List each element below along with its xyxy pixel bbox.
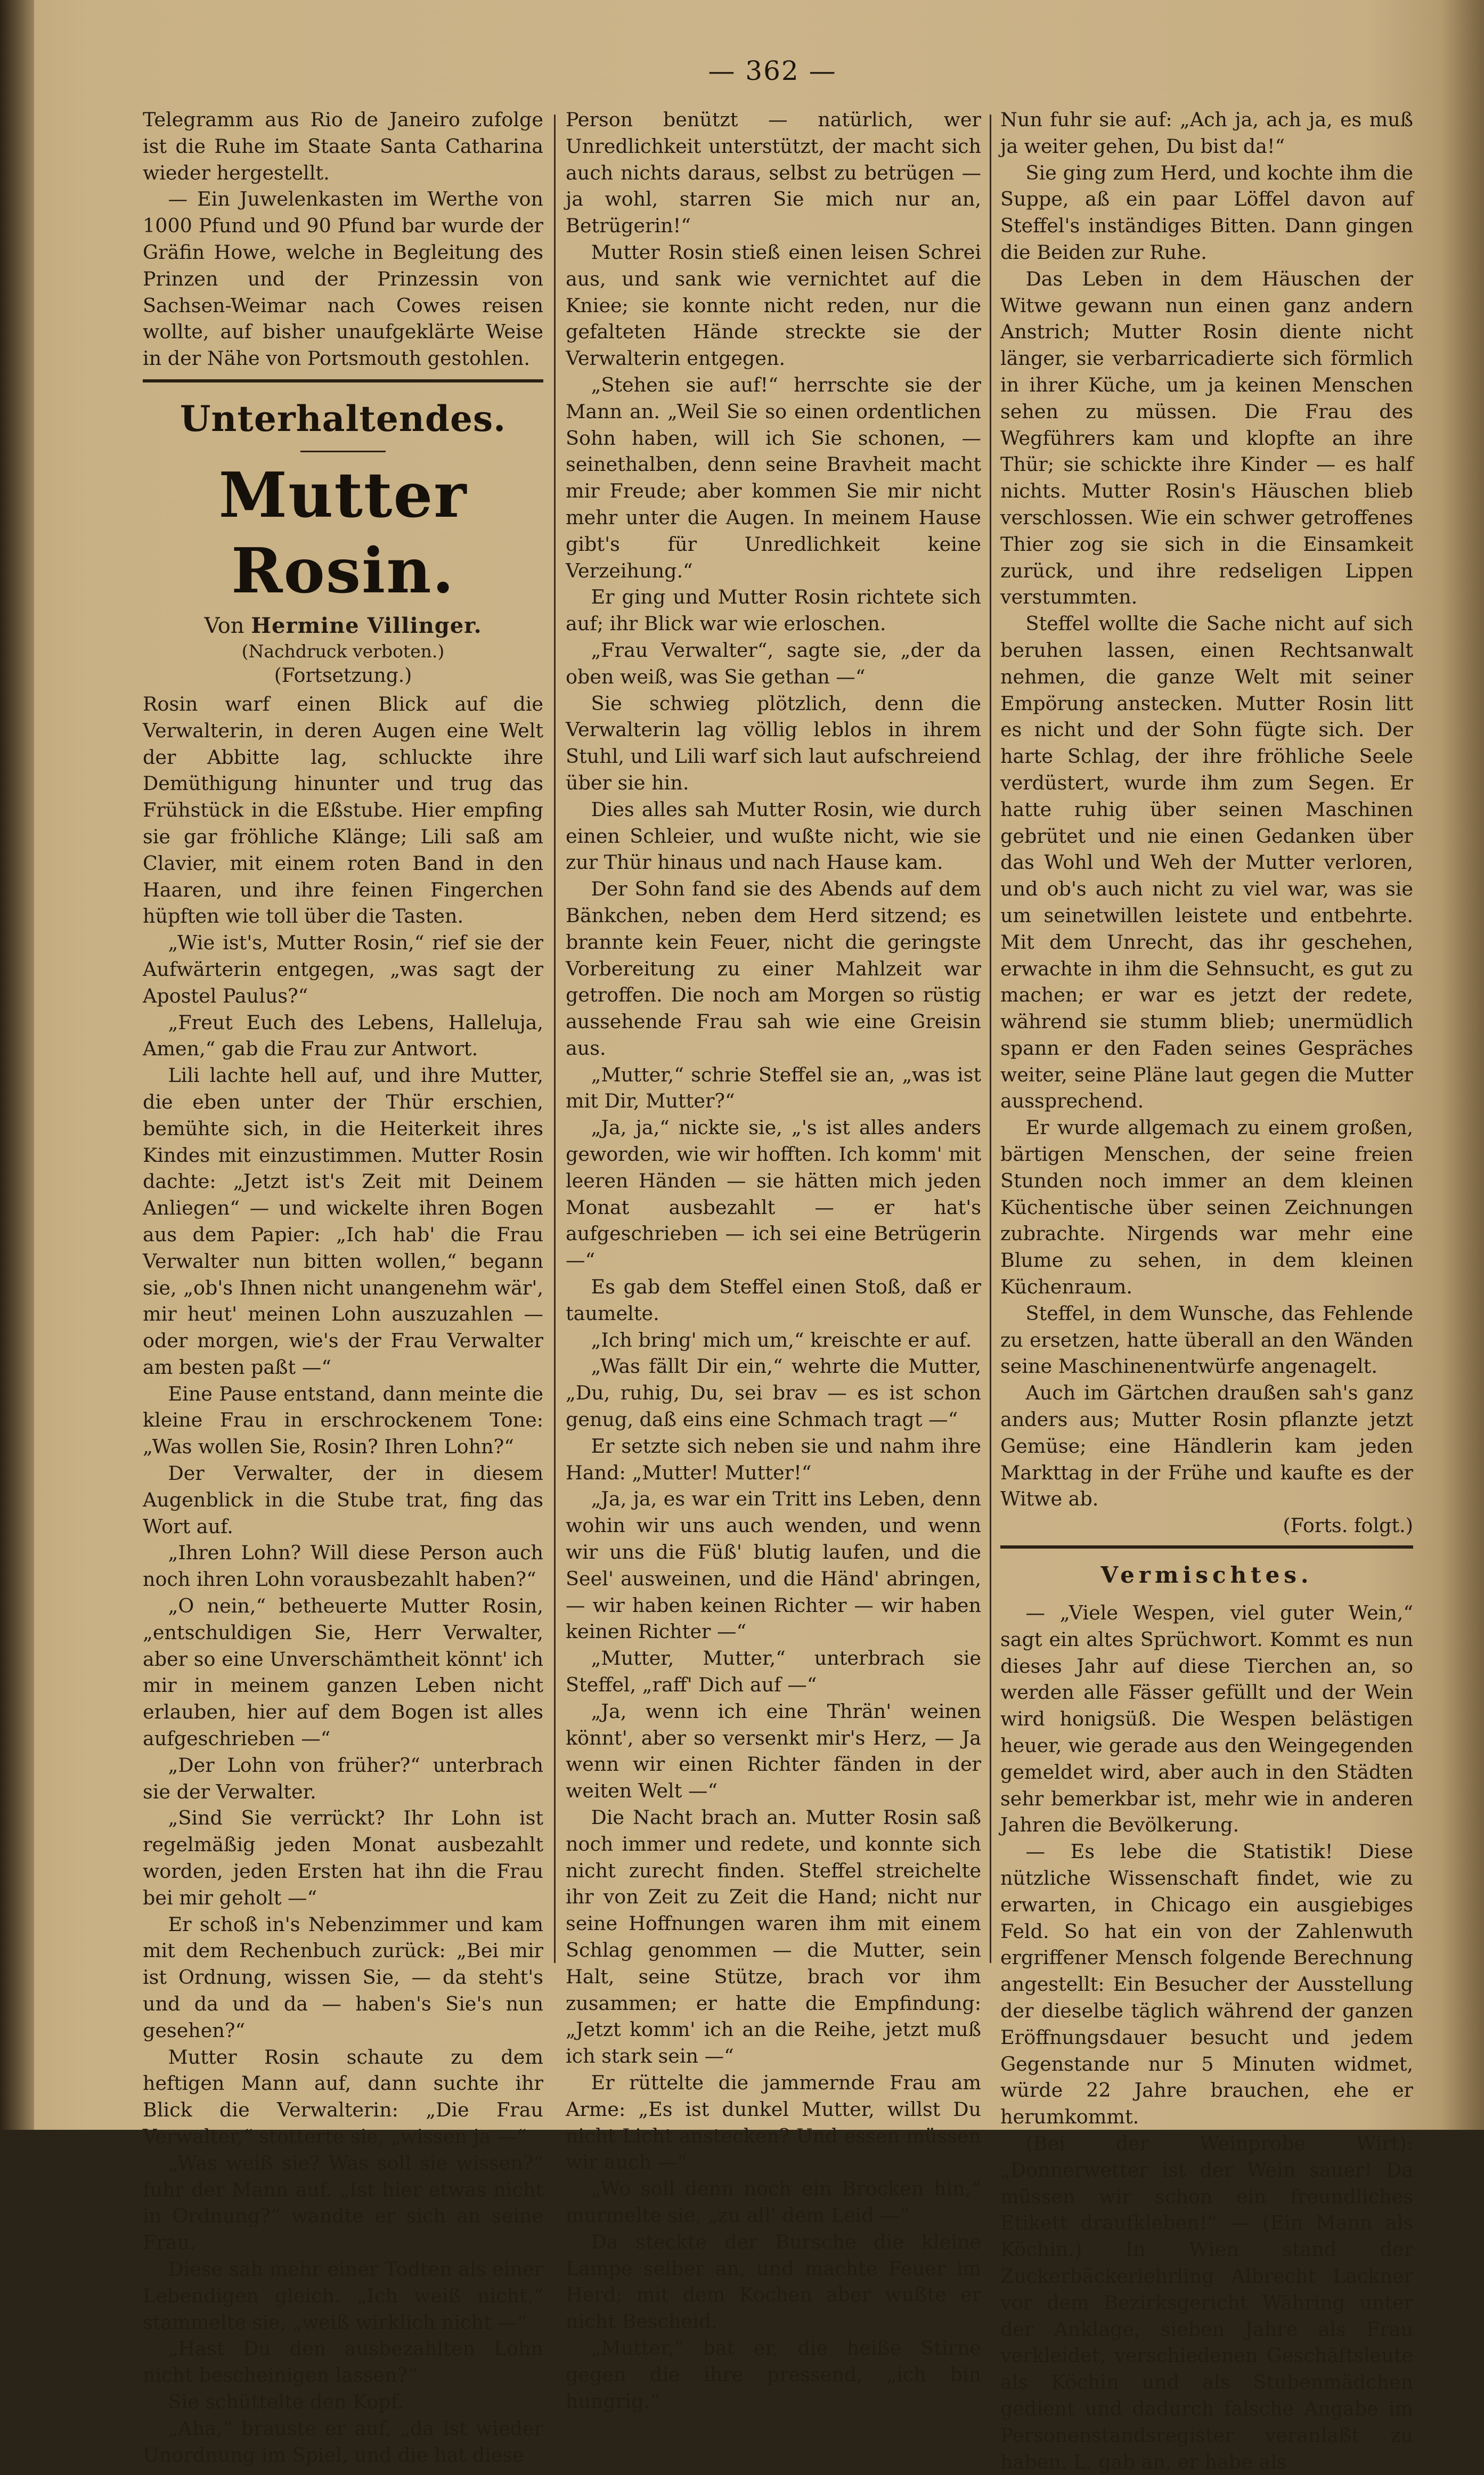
paragraph: Das Leben in dem Häuschen der Witwe gewann nun einen ganz andern Anstrich; Mutter Rosin diente nicht länger, sie verbarricadierte sich förmlich in ihrer Küche, um ja keinen Menschen sehen zu müssen. Die Frau des Wegführers kam und klopfte an ihre Thür; sie schickte ihre Kinder — es half nichts. Mutter Rosin's Häuschen blieb verschlossen. Wie ein schwer getroffenes Thier zog sie sich in die Einsamkeit zurück, und ihre redseligen Lippen verstummten. — [1000, 267, 1413, 609]
paragraph: „Stehen sie auf!“ herrschte sie der Mann an. „Weil Sie so einen ordentlichen Sohn haben, will ich Sie schonen, — seinethalben, denn seine Bravheit macht mir Freude; aber kommen Sie mir nicht mehr unter die Augen. In meinem Hause gibt's für Unredlichkeit keine Verzeihung.“ — [566, 373, 981, 582]
paragraph: Er rüttelte die jammernde Frau am Arme: „Es ist dunkel Mutter, willst Du nicht Licht anstecken? Und essen müssen wir auch —“ — [566, 2071, 981, 2174]
paragraph: Die Nacht brach an. Mutter Rosin saß noch immer und redete, und konnte sich nicht zurecht finden. Steffel streichelte ihr von Zeit zu Zeit die Hand; nicht nur seine Hoffnungen waren ihm mit einem Schlag genommen — die Mutter, sein Halt, seine Stütze, brach vor ihm zusammen; er hatte die Empfindung: „Jetzt komm' ich an die Reihe, jetzt muß ich stark sein —“ — [566, 1806, 981, 2068]
news-items — [143, 107, 543, 372]
paragraph: Steffel, in dem Wunsche, das Fehlende zu ersetzen, hatte überall an den Wänden seine Maschinenentwürfe angenagelt. — [1000, 1301, 1413, 1378]
paragraph: „Ja, ja,“ nickte sie, „'s ist alles anders geworden, wie wir hofften. Ich komm' mit leeren Händen — sie hätten mich jeden Monat ausbezahlt — er hat's aufgeschrieben — ich sei eine Betrügerin —“ — [566, 1116, 981, 1272]
paragraph: Lili lachte hell auf, und ihre Mutter, die eben unter der Thür erschien, bemühte sich, in die Heiterkeit ihres Kindes mit einzustimmen. Mutter Rosin dachte: „Jetzt ist's Zeit mit Deinem Anliegen“ — und wickelte ihren Bogen aus dem Papier: „Ich hab' die Frau Verwalter nun bitten wollen,“ begann sie, „ob's Ihnen nicht unangenehm wär', mir heut' meinen Lohn auszuzahlen — oder morgen, wie's der Frau Verwalter am besten paßt —“ — [143, 1064, 543, 1379]
page-edge-shadow — [1441, 0, 1484, 2130]
story-title: Mutter Rosin. — [218, 459, 468, 607]
section-divider — [143, 379, 543, 382]
book-binding — [0, 0, 34, 2130]
paragraph: „Der Lohn von früher?“ unterbrach sie der Verwalter. — [143, 1753, 543, 1803]
paragraph: „Frau Verwalter“, sagte sie, „der da oben weiß, was Sie gethan —“ — [566, 638, 981, 688]
paragraph: Er setzte sich neben sie und nahm ihre Hand: „Mutter! Mutter!“ — [566, 1434, 981, 1484]
paragraph: „Ich bring' mich um,“ kreischte er auf. — [591, 1328, 972, 1352]
paragraph: „Wo soll denn noch ein Brocken hin,“ murmelte sie, „zu all' dem Leid —“ — [566, 2177, 981, 2227]
paragraph: „Hast Du den ausbezahlten Lohn nicht bescheinigen lassen?“ — [143, 2337, 543, 2387]
paragraph: „Was weiß sie? Was soll sie wissen?“ fuhr der Mann auf. „Ist hier etwas nicht in Ordnung?“ wandte er sich an seine Frau. — [143, 2151, 543, 2254]
byline-prefix: Von — [204, 613, 244, 638]
paragraph: Mutter Rosin stieß einen leisen Schrei aus, und sank wie vernichtet auf die Kniee; sie konnte nicht reden, nur die gefalteten Hände streckte sie der Verwalterin entgegen. — [566, 240, 981, 370]
paragraph: Diese sah mehr einer Todten als einer Lebendigen gleich. „Ich weiß nicht,“ stammelte sie, „weiß wirklich nicht —“ — [143, 2257, 543, 2334]
paragraph: Es gab dem Steffel einen Stoß, daß er taumelte. — [566, 1275, 981, 1325]
paragraph: Er schoß in's Nebenzimmer und kam mit dem Rechenbuch zurück: „Bei mir ist Ordnung, wissen Sie, — da steht's und da und da — haben's Sie's nun gesehen?“ — [143, 1912, 543, 2042]
reprint-note: (Nachdruck verboten.) — [241, 640, 445, 662]
paragraph: Rosin warf einen Blick auf die Verwalterin, in deren Augen eine Welt der Abbitte lag, schluckte ihre Demüthigung hinunter und trug das Frühstück in die Eßstube. Hier empfing sie gar fröhliche Klänge; Lili saß am Clavier, mit einem roten Band in den Haaren, und ihre feinen Fingerchen hüpften wie toll über die Tasten. — [143, 692, 543, 928]
paragraph: Person benützt — natürlich, wer Unredlichkeit unterstützt, der macht sich auch nichts daraus, selbst zu betrügen — ja wohl, starren Sie mich nur an, Betrügerin!“ — [566, 108, 981, 238]
paragraph: Er ging und Mutter Rosin richtete sich auf; ihr Blick war wie erloschen. — [566, 585, 981, 636]
paragraph: Der Verwalter, der in diesem Augenblick in die Stube trat, fing das Wort auf. — [143, 1462, 543, 1538]
paragraph: Eine Pause entstand, dann meinte die kleine Frau in erschrockenem Tone: „Was wollen Sie, Rosin? Ihren Lohn?“ — [143, 1382, 543, 1459]
paragraph: Steffel wollte die Sache nicht auf sich beruhen lassen, einen Rechtsanwalt nehmen, die ganze Welt mit seiner Empörung anstecken. Mutter Rosin litt es nicht und der Sohn fügte sich. Der harte Schlag, der ihre fröhliche Seele verdüstert, wurde ihm zum Segen. Er hatte ruhig über seinen Maschinen gebrütet und nie einen Gedanken über das Wohl und Weh der Mutter verloren, und ob's auch nicht zu viel war, was sie um seinetwillen leistete und entbehrte. Mit dem Unrecht, das ihr geschehen, erwachte in ihm die Sehnsucht, es gut zu machen; er war es jetzt der redete, während sie stumm blieb; unermüdlich spann er den Faden seines Gespräches weiter, seine Pläne laut gegen die Mutter aussprechend. — [1000, 612, 1413, 1113]
paragraph: „O nein,“ betheuerte Mutter Rosin, „entschuldigen Sie, Herr Verwalter, aber so eine Unverschämtheit könnt' ich mir in meinem ganzen Leben nicht erlauben, hier auf dem Bogen ist alles aufgeschrieben —“ — [143, 1594, 543, 1751]
misc-paragraph: — „Viele Wespen, viel guter Wein,“ sagt ein altes Sprüchwort. Kommt es nun dieses Jahr auf diese Tierchen an, so werden alle Fässer gefüllt und der Wein wird honigsüß. Die Wespen belästigen heuer, wie gerade aus den Weingegenden gemeldet wird, aber auch in den Städten sehr bemerkbar ist, mehr wie in anderen Jahren die Bevölkerung. — [1000, 1601, 1413, 1837]
page-number: — 362 — — [708, 55, 837, 86]
column-rule-right — [990, 115, 991, 1963]
section-heading: Unterhaltendes. — [180, 397, 507, 439]
paragraph: „Sind Sie verrückt? Ihr Lohn ist regelmäßig jeden Monat ausbezahlt worden, jeden Ersten hat ihn die Frau bei mir geholt —“ — [143, 1806, 543, 1909]
misc-heading: Vermischtes. — [1100, 1562, 1313, 1589]
column-1 — [143, 107, 543, 2468]
paragraph: Mutter Rosin schaute zu dem heftigen Mann auf, dann suchte ihr Blick die Verwalterin: „Die Frau Verwalter,“ stotterte sie, „wissen ja —“ — [143, 2045, 543, 2148]
paragraph: „Freut Euch des Lebens, Halleluja, Amen,“ gab die Frau zur Antwort. — [143, 1011, 543, 1061]
column-rule-left — [554, 115, 556, 1963]
paragraph: „Aha,“ brauste er auf, „da ist wieder Unordnung im Spiel, und die hat diese — [143, 2416, 543, 2466]
paragraph: Auch im Gärtchen draußen sah's ganz anders aus; Mutter Rosin pflanzte jetzt Gemüse; eine Händlerin kam jeden Markttag in der Frühe und kaufte es der Witwe ab. — [1000, 1381, 1413, 1511]
paragraph: „Mutter,“ bat er, die heiße Stirne gegen die ihre pressend, „ich bin hungrig.“ — [566, 2336, 981, 2413]
continuation-note: (Fortsetzung.) — [274, 664, 412, 687]
paragraph: „Ja, wenn ich eine Thrän' weinen könnt', aber so versenkt mir's Herz, — Ja wenn wir einen Richter fänden in der weiten Welt —“ — [566, 1699, 981, 1803]
paragraph: Nun fuhr sie auf: „Ach ja, ach ja, es muß ja weiter gehen, Du bist da!“ — [1000, 108, 1413, 158]
column-3 — [1000, 107, 1413, 2475]
paragraph: „Wie ist's, Mutter Rosin,“ rief sie der Aufwärterin entgegen, „was sagt der Apostel Paulus?“ — [143, 931, 543, 1007]
paragraph: „Ja, ja, es war ein Tritt ins Leben, denn wohin wir uns auch wenden, und wenn wir uns die Füß' blutig laufen, und die Seel' ausweinen, und die Händ' abringen, — wir haben keinen Richter — wir haben keinen Richter —“ — [566, 1487, 981, 1643]
misc-paragraph: (Bei der Weinprobe Wirt): „Donnerwetter ist der Wein sauer! Da müssen wir schon ein freundliches Etikett draufkleben!“ — (Ein Mann als Köchin.) In Wien stand der Zuckerbäckerlehrling Albrecht Lackner vor dem Bezirksgericht Währing unter der Anklage, sieben Jahre als Frau verkleidet, verschiedenen Geschäftsleute als Köchin und als Stubenmädchen gedient und dadurch falsche Angabe im Personenstandsregister veranlaßt zu haben. L. gab an, er habe als — [1000, 2131, 1413, 2473]
section-divider — [1000, 1545, 1413, 1549]
paragraph: Sie schüttelte den Kopf. — [168, 2390, 404, 2413]
paragraph: „Ihren Lohn? Will diese Person auch noch ihren Lohn vorausbezahlt haben?“ — [143, 1541, 543, 1591]
paragraph: Er wurde allgemach zu einem großen, bärtigen Menschen, der seine freien Stunden noch immer an dem kleinen Küchentische über seinen Zeichnungen zubrachte. Nirgends war mehr eine Blume zu sehen, in dem kleinen Küchenraum. — [1000, 1116, 1413, 1299]
story-text-col1 — [143, 691, 543, 2468]
paragraph: Dies alles sah Mutter Rosin, wie durch einen Schleier, und wußte nicht, wie sie zur Thür hinaus und nach Hause kam. — [566, 797, 981, 874]
paragraph: Sie ging zum Herd, und kochte ihm die Suppe, aß ein paar Löffel davon auf Steffel's inständiges Bitten. Dann gingen die Beiden zur Ruhe. — [1000, 161, 1413, 264]
byline — [143, 612, 543, 640]
paragraph: Da steckte der Bursche die kleine Lampe selber an, und machte Feuer im Herd; mit dem Kochen aber wußte er nicht Bescheid. — [566, 2230, 981, 2333]
news-item: Telegramm aus Rio de Janeiro zufolge ist die Ruhe im Staate Santa Catharina wieder hergestellt. — [143, 108, 543, 184]
paragraph: Sie schwieg plötzlich, denn die Verwalterin lag völlig leblos in ihrem Stuhl, und Lili warf sich laut aufschreiend über sie hin. — [566, 691, 981, 794]
byline-author: Hermine Villinger. — [251, 613, 482, 638]
to-be-continued: (Forts. folgt.) — [1283, 1514, 1413, 1537]
title-ornament-rule — [300, 451, 386, 452]
paragraph: „Mutter, Mutter,“ unterbrach sie Steffel, „raff' Dich auf —“ — [566, 1647, 981, 1697]
news-item: — Ein Juwelenkasten im Werthe von 1000 Pfund und 90 Pfund bar wurde der Gräfin Howe, welche in Begleitung des Prinzen und der Prinzessin von Sachsen-Weimar nach Cowes reisen wollte, auf bisher unaufgeklärte Weise in der Nähe von Portsmouth gestohlen. — [143, 188, 543, 370]
paragraph: „Was fällt Dir ein,“ wehrte die Mutter, „Du, ruhig, Du, sei brav — es ist schon genug, daß eins eine Schmach tragt —“ — [566, 1355, 981, 1431]
column-2 — [566, 107, 981, 2414]
paragraph: „Mutter,“ schrie Steffel sie an, „was ist mit Dir, Mutter?“ — [566, 1063, 981, 1113]
misc-paragraph: — Es lebe die Statistik! Diese nützliche Wissenschaft findet, wie zu erwarten, in Chicago ein ausgiebiges Feld. So hat ein von der Zahlenwuth ergriffener Mensch folgende Berechnung angestellt: Ein Besucher der Ausstellung der dieselbe täglich während der ganzen Eröffnungsdauer besucht und jedem Gegenstande nur 5 Minuten widmet, würde 22 Jahre brauchen, ehe er herumkommt. — [1000, 1840, 1413, 2129]
paragraph: Der Sohn fand sie des Abends auf dem Bänkchen, neben dem Herd sitzend; es brannte kein Feuer, nicht die geringste Vorbereitung zu einer Mahlzeit war getroffen. Die noch am Morgen so rüstig aussehende Frau sah wie eine Greisin aus. — [566, 877, 981, 1060]
